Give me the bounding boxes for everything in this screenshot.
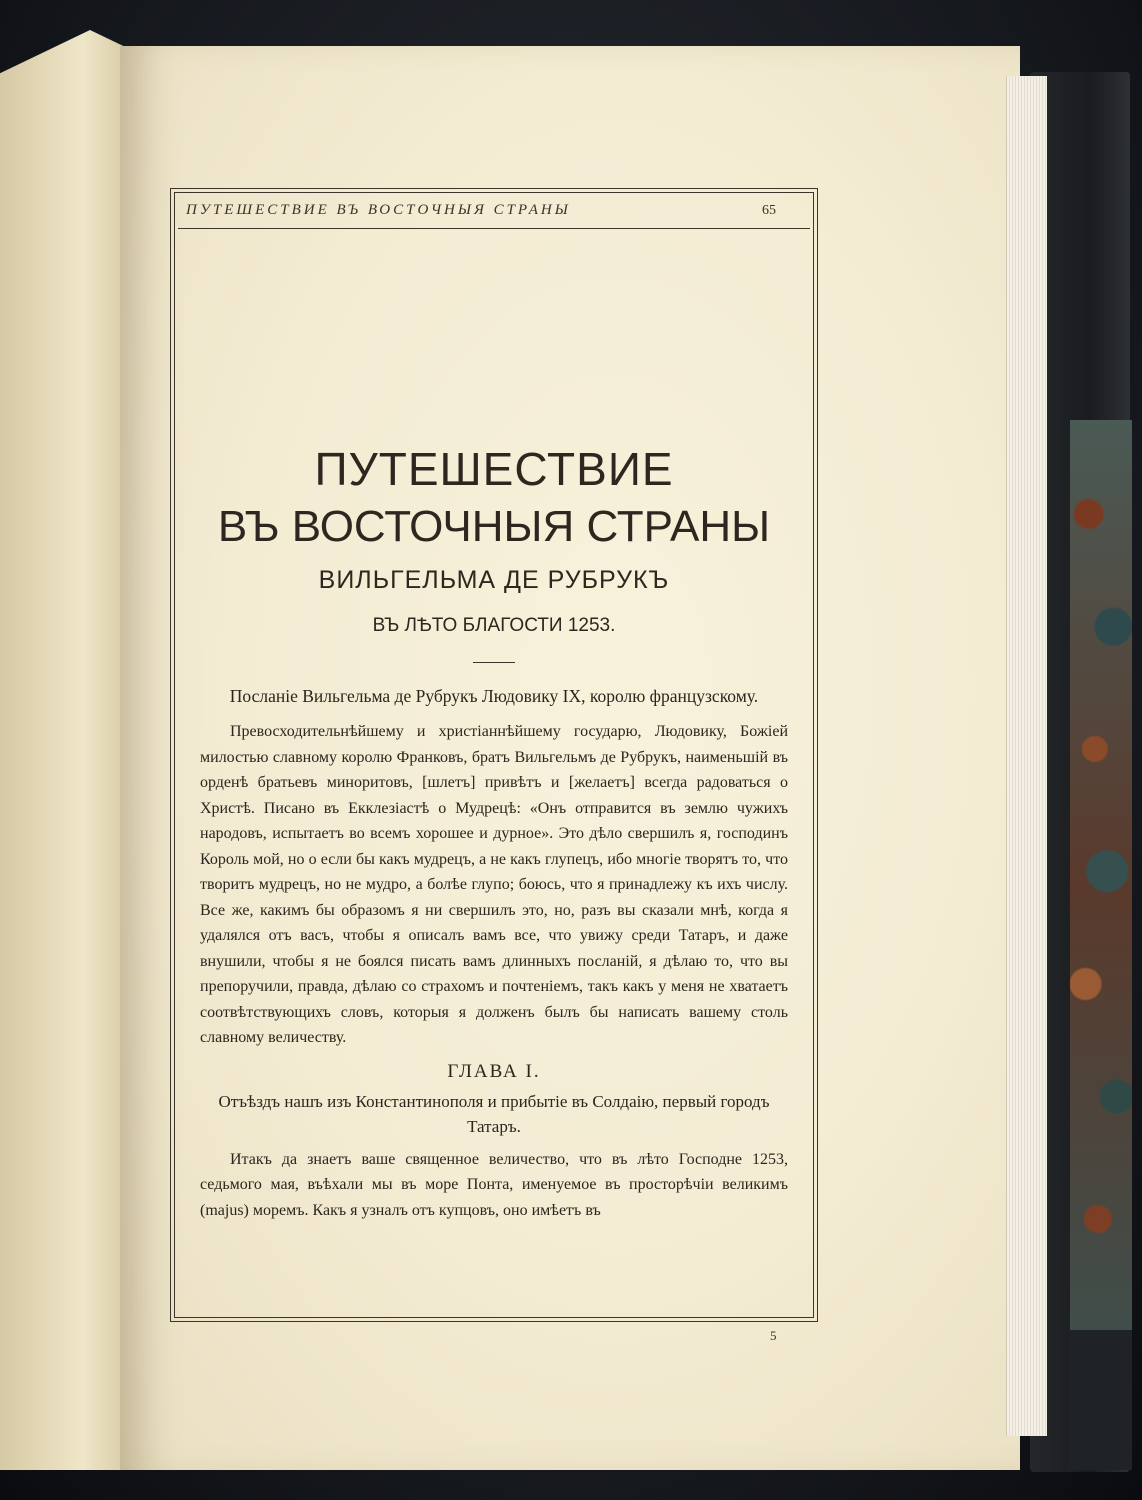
chapter-subtitle: Отъѣздъ нашъ изъ Константинополя и прибытіе въ Солдаію, первый городъ Татаръ. <box>218 1091 770 1136</box>
title-line-3: ВИЛЬГЕЛЬМА ДЕ РУБРУКЪ <box>318 566 670 594</box>
title-block <box>178 440 810 663</box>
title-line-4: ВЪ ЛѢТО БЛАГОСТИ 1253. <box>372 615 616 636</box>
signature-mark: 5 <box>770 1328 777 1343</box>
title-divider <box>473 662 515 663</box>
leather-corner <box>1070 1330 1132 1470</box>
title-line-2: ВЪ ВОСТОЧНЫЯ СТРАНЫ <box>217 502 771 551</box>
letter-heading: Посланіе Вильгельма де Рубрукъ Людовику IX, королю французскому. <box>229 686 759 706</box>
paragraph-2: Итакъ да знаетъ ваше священное величество, что въ лѣто Господне 1253, седьмого мая, въѣхали мы въ море Понта, именуемое въ просторѣчіи великимъ (majus) моремъ. Какъ я узналъ отъ купцовъ, оно имѣетъ въ <box>200 1150 788 1219</box>
marbled-board <box>1070 420 1132 1360</box>
page-edges <box>1006 76 1047 1436</box>
running-head-rule <box>178 228 810 229</box>
title-line-1: ПУТЕШЕСТВИЕ <box>314 443 674 495</box>
page-number: 65 <box>762 203 776 218</box>
body-text <box>200 683 788 1223</box>
running-head <box>186 202 806 219</box>
chapter-title: ГЛАВА I. <box>447 1060 541 1082</box>
paragraph-1: Превосходительнѣйшему и христіаннѣйшему государю, Людовику, Божіей милостью славному королю Франковъ, братъ Вильгельмъ де Рубрукъ, наименьшій въ орденѣ братьевъ миноритовъ, [шлетъ] привѣтъ и [желаетъ] всегда радоваться о Христѣ. Писано въ Екклезіастѣ о Мудрецѣ: «Онъ отправится въ землю чужихъ народовъ, испытаетъ во всемъ хорошее и дурное». Это дѣло свершилъ я, господинъ Король мой, но о если бы какъ мудрецъ, а не какъ глупецъ, ибо многіе творятъ то, что творитъ мудрецъ, но не мудро, а болѣе глупо; боюсь, что я принадлежу къ ихъ числу. Все же, какимъ бы образомъ я ни свершилъ это, но, разъ вы сказали мнѣ, когда я удалялся отъ васъ, чтобы я описалъ вамъ все, что увижу среди Татаръ, и даже внушили, чтобы я не боялся писать вамъ длинныхъ посланій, я дѣлаю то, что вы препоручили, правда, дѣлаю со страхомъ и почтеніемъ, такъ какъ у меня не хватаетъ соотвѣтствующихъ словъ, которыя я долженъ былъ бы написать вашему столь славному величеству. <box>200 723 788 1046</box>
running-head-title: ПУТЕШЕСТВИЕ ВЪ ВОСТОЧНЫЯ СТРАНЫ <box>186 202 571 218</box>
